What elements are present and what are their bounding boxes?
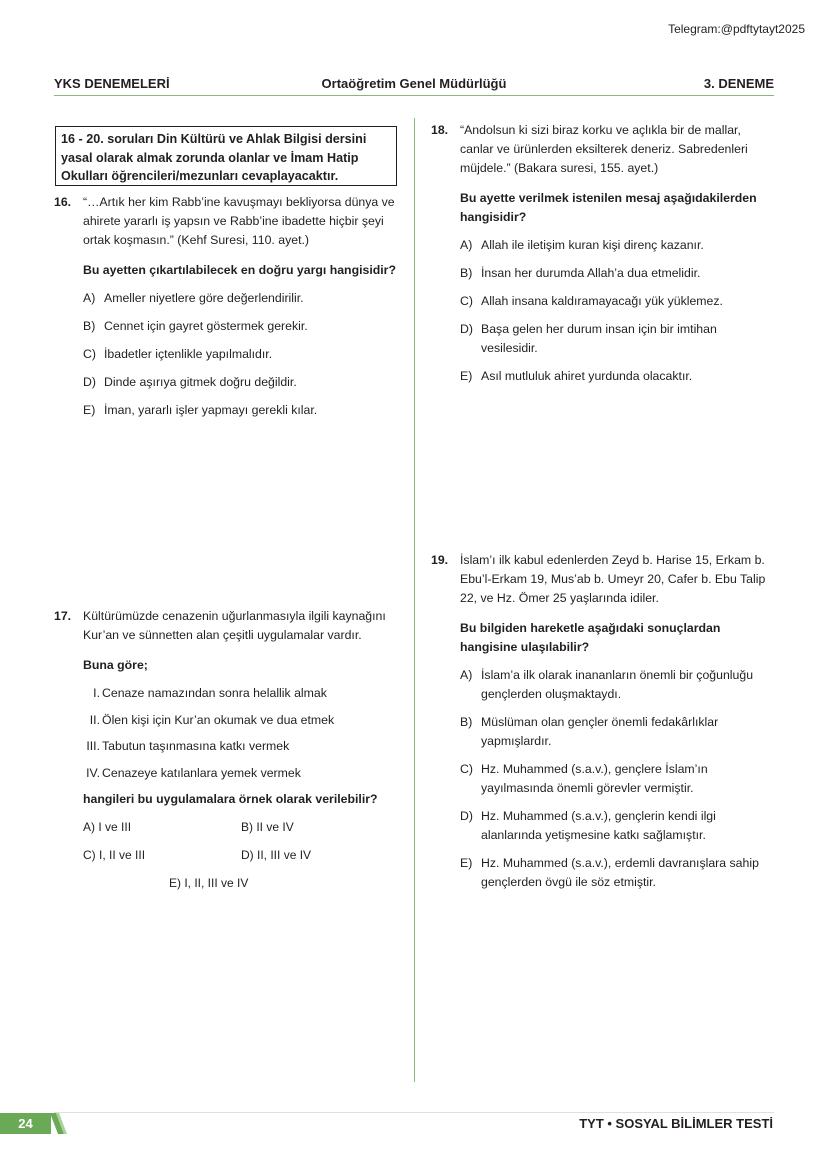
question-prompt: Bu ayette verilmek istenilen mesaj aşağıdakilerden hangisidir? [460, 191, 757, 224]
option-text: II, III ve IV [257, 848, 312, 862]
option-c[interactable] [460, 760, 771, 798]
option-e[interactable] [460, 854, 771, 892]
question-prompt: Bu bilgiden hareketle aşağıdaki sonuçlardan hangisine ulaşılabilir? [460, 621, 721, 654]
header-institution: Ortaöğretim Genel Müdürlüğü [321, 76, 507, 91]
roman-item-3 [83, 737, 399, 756]
option-letter: A) [460, 238, 473, 252]
option-b[interactable] [460, 713, 771, 751]
roman-text: Cenaze namazından sonra helallik almak [102, 686, 327, 700]
option-b[interactable] [460, 264, 771, 283]
roman-item-4 [83, 764, 399, 783]
option-letter: C) [460, 762, 473, 776]
question-17 [54, 607, 399, 902]
option-letter: A) [83, 820, 95, 834]
roman-list [83, 684, 399, 783]
column-divider [414, 118, 415, 1082]
question-stem: “Andolsun ki sizi biraz korku ve açlıkla bir de mallar, canlar ve ürünlerden eksilterek deneriz. Sabredenleri müjdele.” (Bakara suresi, 155. ayet.) [460, 123, 748, 175]
option-e[interactable] [460, 367, 771, 386]
option-text: İslam’a ilk olarak inananların önemli bir çoğunluğu gençlerden oluşmaktaydı. [481, 668, 754, 701]
option-b[interactable] [241, 818, 399, 846]
option-text: İbadetler içtenlikle yapılmalıdır. [104, 347, 273, 361]
option-letter: D) [460, 809, 473, 823]
option-letter: B) [460, 715, 473, 729]
answer-grid [83, 818, 399, 902]
option-text: Allah insana kaldıramayacağı yük yüklemez. [481, 294, 723, 308]
question-16 [54, 193, 399, 420]
footer-rule [54, 1112, 774, 1113]
question-number: 19. [431, 553, 449, 567]
option-a[interactable] [460, 666, 771, 704]
option-letter: B) [241, 820, 253, 834]
question-stem: “…Artık her kim Rabb’ine kavuşmayı bekliyorsa dünya ve ahirete yararlı iş yapsın ve Rabb’ine ibadette hiçbir şeyi ortak koşmasın.” (Kehf Suresi, 110. ayet.) [83, 195, 395, 247]
question-number: 18. [431, 123, 449, 137]
option-text: Hz. Muhammed (s.a.v.), erdemli davranışlara sahip gençlerden övgü ile söz etmiştir. [481, 856, 759, 889]
option-c[interactable] [83, 846, 241, 874]
option-text: İman, yararlı işler yapmayı gerekli kılar. [104, 403, 318, 417]
option-d[interactable] [241, 846, 399, 874]
option-text: Ameller niyetlere göre değerlendirilir. [104, 291, 304, 305]
option-text: Hz. Muhammed (s.a.v.), gençlerin kendi ilgi alanlarında yetişmesine katkı sağlamıştır. [481, 809, 716, 842]
option-text: Asıl mutluluk ahiret yurdunda olacaktır. [481, 369, 693, 383]
option-letter: B) [460, 266, 473, 280]
option-c[interactable] [83, 345, 399, 364]
header-exam-number: 3. DENEME [703, 76, 774, 91]
roman-numeral: IV. [86, 765, 100, 780]
roman-numeral: III. [86, 739, 100, 753]
option-letter: C) [83, 347, 96, 361]
option-c[interactable] [460, 292, 771, 311]
option-text: II ve IV [256, 820, 294, 834]
question-lead: Buna göre; [83, 658, 148, 672]
roman-text: Tabutun taşınmasına katkı vermek [102, 739, 290, 753]
roman-numeral: I. [93, 686, 100, 700]
option-letter: E) [83, 403, 96, 417]
option-letter: D) [241, 848, 254, 862]
question-19 [431, 551, 771, 892]
question-prompt: hangileri bu uygulamalara örnek olarak verilebilir? [83, 792, 378, 806]
question-stem: Kültürümüzde cenazenin uğurlanmasıyla ilgili kaynağını Kur’an ve sünnetten alan çeşitli uygulamalar vardır. [83, 609, 386, 642]
question-number: 16. [54, 195, 72, 209]
option-letter: C) [83, 848, 96, 862]
option-d[interactable] [83, 373, 399, 392]
footer-test-title: TYT • SOSYAL BİLİMLER TESTİ [579, 1116, 773, 1131]
page-number: 24 [0, 1113, 51, 1134]
page-header [54, 74, 774, 96]
option-text: Başa gelen her durum insan için bir imtihan vesilesidir. [481, 322, 717, 355]
option-letter: E) [460, 369, 473, 383]
section-notice: 16 - 20. soruları Din Kültürü ve Ahlak Bilgisi dersini yasal olarak almak zorunda olanlar ve İmam Hatip Okulları öğrencileri/mezunları cevaplayacaktır. [55, 126, 397, 186]
option-text: I, II, III ve IV [184, 876, 249, 890]
option-a[interactable] [83, 818, 241, 846]
option-text: Hz. Muhammed (s.a.v.), gençlere İslam’ın yayılmasında önemli görevler vermiştir. [481, 762, 708, 795]
option-letter: E) [169, 876, 181, 890]
telegram-watermark: Telegram:@pdftytayt2025 [668, 22, 805, 36]
question-stem: İslam’ı ilk kabul edenlerden Zeyd b. Harise 15, Erkam b. Ebu’l-Erkam 19, Mus’ab b. Umeyr 20, Cafer b. Ebu Talip 22, ve Hz. Ömer 25 yaşlarında idiler. [460, 553, 766, 605]
option-letter: E) [460, 856, 473, 870]
page-tab-slash-icon [50, 1113, 68, 1134]
option-text: I ve III [98, 820, 132, 834]
option-text: Cennet için gayret göstermek gerekir. [104, 319, 308, 333]
option-d[interactable] [460, 807, 771, 845]
option-letter: D) [460, 322, 473, 336]
option-letter: B) [83, 319, 96, 333]
question-number: 17. [54, 609, 72, 623]
option-e[interactable] [169, 874, 355, 902]
option-text: Allah ile iletişim kuran kişi direnç kazanır. [481, 238, 704, 252]
roman-item-1 [83, 684, 399, 703]
option-text: Dinde aşırıya gitmek doğru değildir. [104, 375, 297, 389]
option-d[interactable] [460, 320, 771, 358]
roman-item-2 [83, 711, 399, 730]
option-letter: A) [460, 668, 473, 682]
roman-text: Cenazeye katılanlara yemek vermek [102, 765, 301, 780]
header-series-title: YKS DENEMELERİ [54, 76, 170, 91]
question-18 [431, 121, 771, 386]
option-text: Müslüman olan gençler önemli fedakârlıklar yapmışlardır. [481, 715, 719, 748]
option-letter: A) [83, 291, 96, 305]
option-a[interactable] [460, 236, 771, 255]
roman-text: Ölen kişi için Kur’an okumak ve dua etmek [102, 712, 335, 727]
option-e[interactable] [83, 401, 399, 420]
question-prompt: Bu ayetten çıkartılabilecek en doğru yargı hangisidir? [83, 263, 396, 277]
option-b[interactable] [83, 317, 399, 336]
option-a[interactable] [83, 289, 399, 308]
roman-numeral: II. [89, 712, 100, 727]
option-letter: C) [460, 294, 473, 308]
option-letter: D) [83, 375, 96, 389]
option-text: İnsan her durumda Allah’a dua etmelidir. [481, 266, 701, 280]
option-text: I, II ve III [99, 848, 146, 862]
